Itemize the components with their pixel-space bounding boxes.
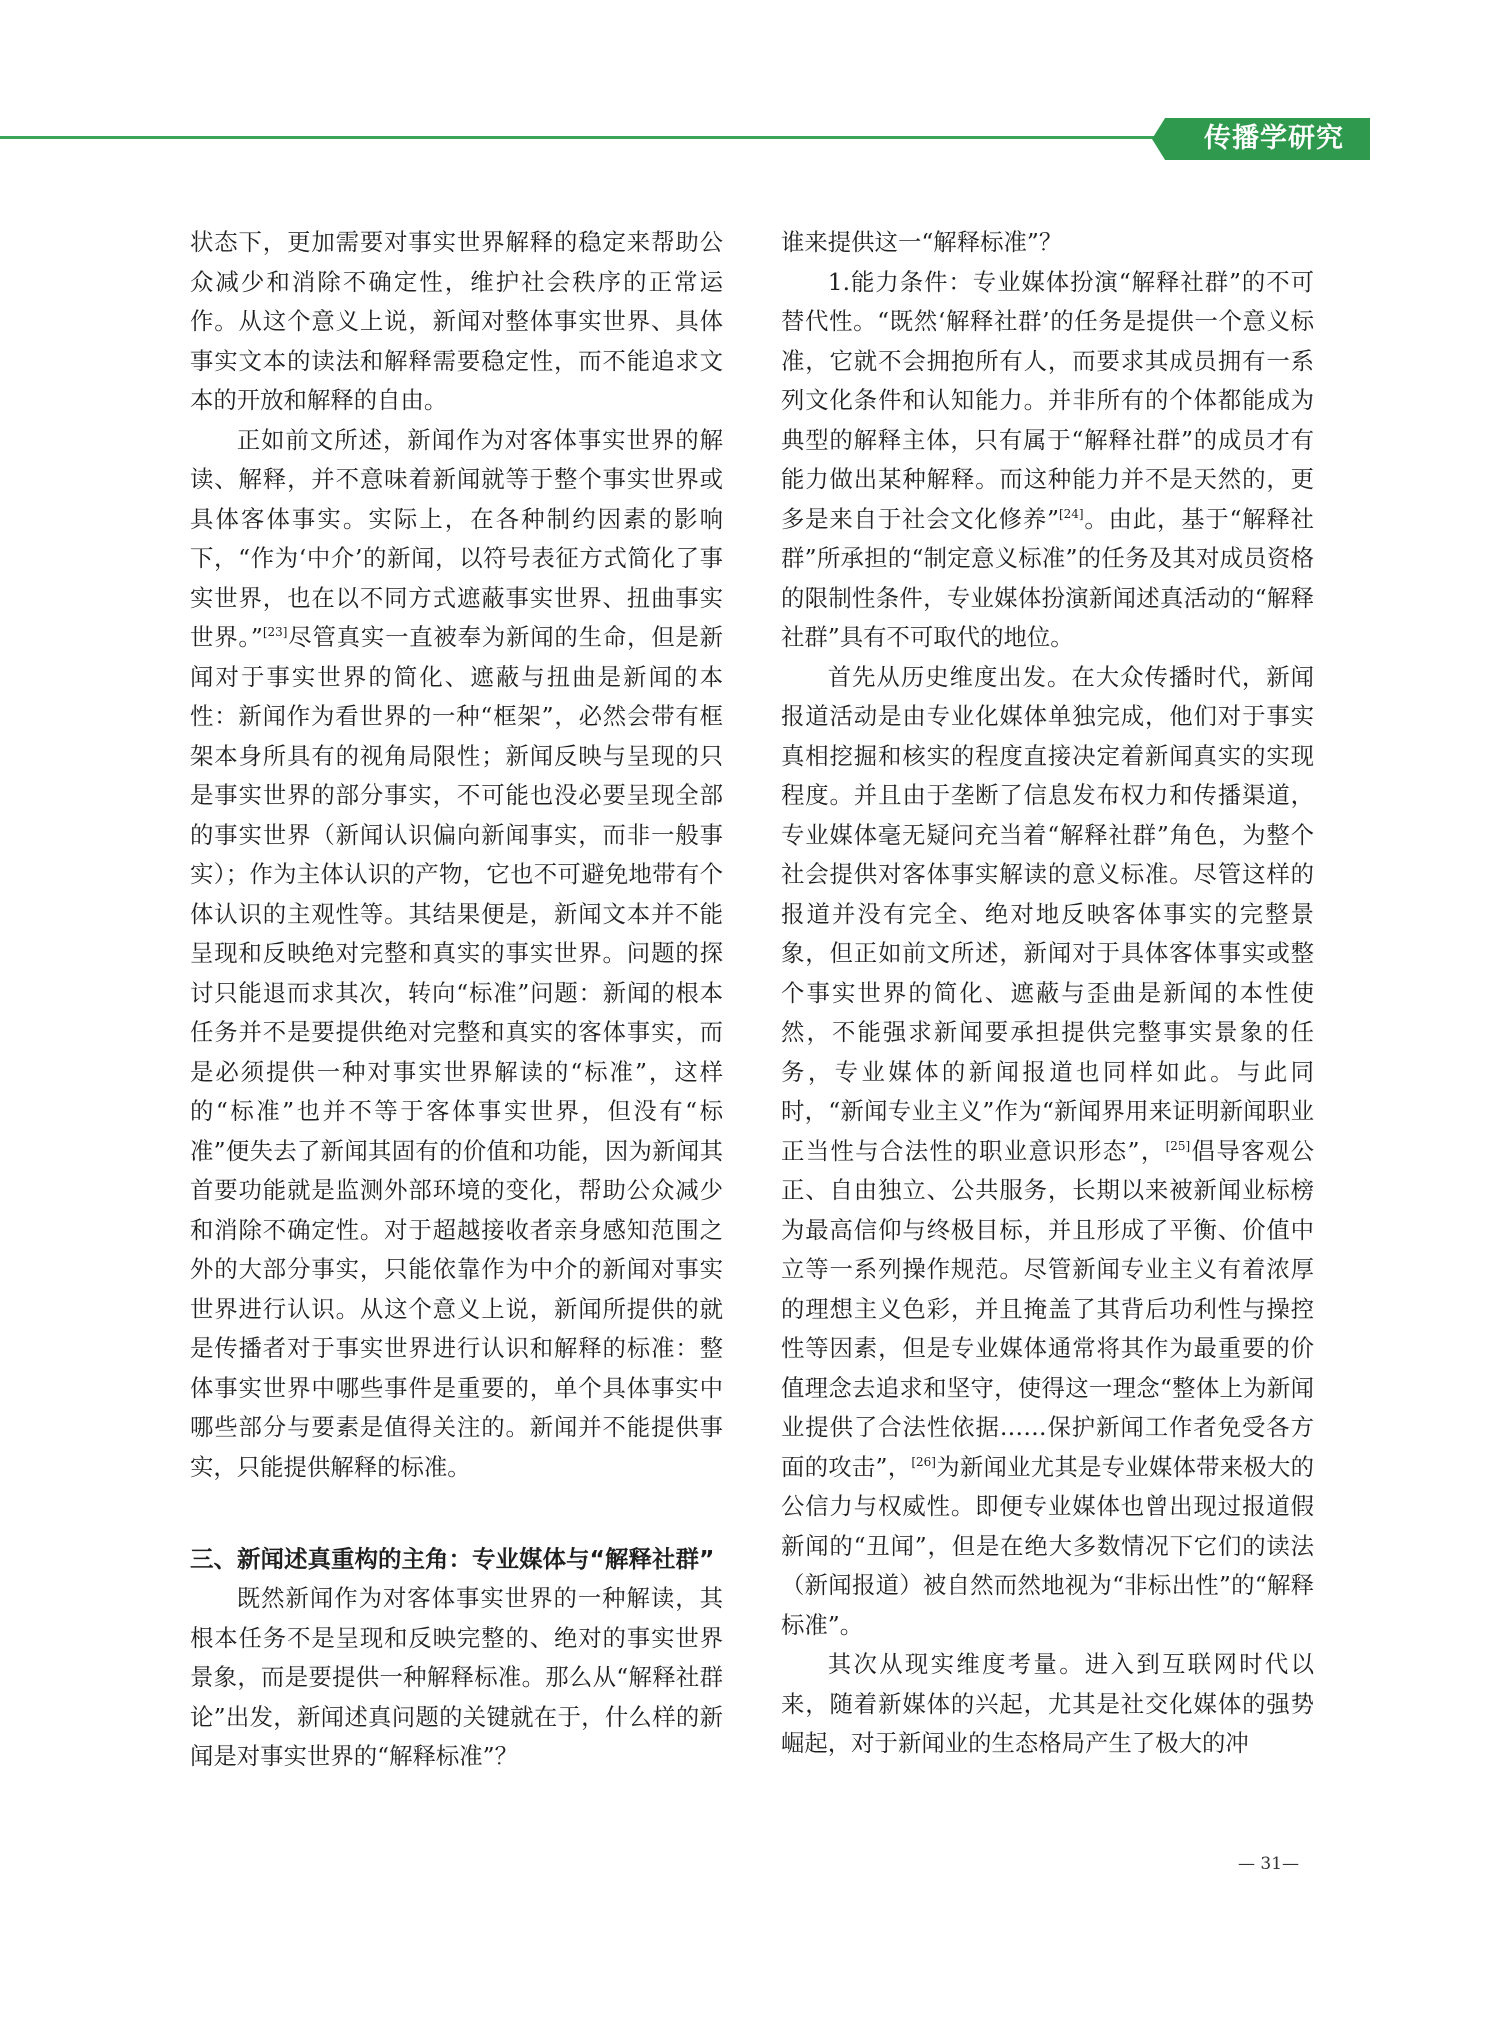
section-heading: 三、新闻述真重构的主角：专业媒体与“解释社群” [190, 1545, 715, 1573]
paragraph-text: 。由此，基于“解释社群”所承担的“制定意义标准”的任务及其对成员资格的限制性条件，专业媒体扮演新闻述真活动的“解释社群”具有不可取代的地位。 [781, 504, 1314, 651]
citation-ref: [24] [1058, 506, 1084, 521]
paragraph-text: 1.能力条件：专业媒体扮演“解释社群”的不可替代性。“既然‘解释社群’的任务是提供一个意义标准，它就不会拥抱所有人，而要求其成员拥有一系列文化条件和认知能力。并非所有的个体都能成为典型的解释主体，只有属于“解释社群”的成员才有能力做出某种解释。而这种能力并不是天然的，更多是来自于社会文化修养” [781, 267, 1314, 533]
citation-ref: [23] [262, 625, 288, 639]
right-column [781, 223, 1314, 1764]
paragraph [781, 263, 1314, 658]
paragraph-text: 正如前文所述，新闻作为对客体事实世界的解读、解释，并不意味着新闻就等于整个事实世界或具体客体事实。实际上，在各种制约因素的影响下，“作为‘中介’的新闻，以符号表征方式简化了事实世界，也在以不同方式遮蔽事实世界、扭曲事实世界。” [190, 425, 723, 651]
paragraph: 其次从现实维度考量。进入到互联网时代以来，随着新媒体的兴起，尤其是社交化媒体的强势崛起，对于新闻业的生态格局产生了极大的冲 [781, 1650, 1314, 1757]
paragraph: 谁来提供这一“解释标准”？ [781, 228, 1063, 256]
section-label: 传播学研究 [1204, 123, 1344, 154]
header-rule [0, 136, 1158, 139]
citation-ref: [26] [911, 1454, 936, 1469]
left-column [190, 223, 723, 1777]
paragraph-text: 尽管真实一直被奉为新闻的生命，但是新闻对于事实世界的简化、遮蔽与扭曲是新闻的本性：新闻作为看世界的一种“框架”，必然会带有框架本身所具有的视角局限性；新闻反映与呈现的只是事实世界的部分事实，不可能也没必要呈现全部的事实世界（新闻认识偏向新闻事实，而非一般事实）；作为主体认识的产物，它也不可避免地带有个体认识的主观性等。其结果便是，新闻文本并不能呈现和反映绝对完整和真实的事实世界。问题的探讨只能退而求其次，转向“标准”问题：新闻的根本任务并不是要提供绝对完整和真实的客体事实，而是必须提供一种对事实世界解读的“标准”，这样的“标准”也并不等于客体事实世界，但没有“标准”便失去了新闻其固有的价值和功能，因为新闻其首要功能就是监测外部环境的变化，帮助公众减少和消除不确定性。对于超越接收者亲身感知范围之外的大部分事实，只能依靠作为中介的新闻对事实世界进行认识。从这个意义上说，新闻所提供的就是传播者对于事实世界进行认识和解释的标准：整体事实世界中哪些事件是重要的，单个具体事实中哪些部分与要素是值得关注的。新闻并不能提供事实，只能提供解释的标准。 [190, 623, 723, 1481]
paragraph: 状态下，更加需要对事实世界解释的稳定来帮助公众减少和消除不确定性，维护社会秩序的正常运作。从这个意义上说，新闻对整体事实世界、具体事实文本的读法和解释需要稳定性，而不能追求文本的开放和解释的自由。 [190, 228, 723, 414]
paragraph-text: 为新闻业尤其是专业媒体带来极大的公信力与权威性。即便专业媒体也曾出现过报道假新闻的“丑闻”，但是在绝大多数情况下它们的读法（新闻报道）被自然而然地视为“非标出性”的“解释标准”。 [781, 1452, 1314, 1639]
paragraph [781, 658, 1314, 1646]
page-number: — 31— [1238, 1854, 1300, 1874]
paragraph: 既然新闻作为对客体事实世界的一种解读，其根本任务不是呈现和反映完整的、绝对的事实世界景象，而是要提供一种解释标准。那么从“解释社群论”出发，新闻述真问题的关键就在于，什么样的新闻是对事实世界的“解释标准”？ [190, 1584, 723, 1770]
paragraph-text: 首先从历史维度出发。在大众传播时代，新闻报道活动是由专业化媒体单独完成，他们对于事实真相挖掘和核实的程度直接决定着新闻真实的实现程度。并且由于垄断了信息发布权力和传播渠道，专业媒体毫无疑问充当着“解释社群”角色，为整个社会提供对客体事实解读的意义标准。尽管这样的报道并没有完全、绝对地反映客体事实的完整景象，但正如前文所述，新闻对于具体客体事实或整个事实世界的简化、遮蔽与歪曲是新闻的本性使然，不能强求新闻要承担提供完整事实景象的任务，专业媒体的新闻报道也同样如此。与此同时，“新闻专业主义”作为“新闻界用来证明新闻职业正当性与合法性的职业意识形态”， [781, 662, 1314, 1165]
citation-ref: [25] [1165, 1138, 1191, 1153]
paragraph-text: 倡导客观公正、自由独立、公共服务，长期以来被新闻业标榜为最高信仰与终极目标，并且形成了平衡、价值中立等一系列操作规范。尽管新闻专业主义有着浓厚的理想主义色彩，并且掩盖了其背后功利性与操控性等因素，但是专业媒体通常将其作为最重要的价值理念去追求和坚守，使得这一理念“整体上为新闻业提供了合法性依据……保护新闻工作者免受各方面的攻击”， [781, 1136, 1314, 1481]
paragraph [190, 421, 723, 1488]
